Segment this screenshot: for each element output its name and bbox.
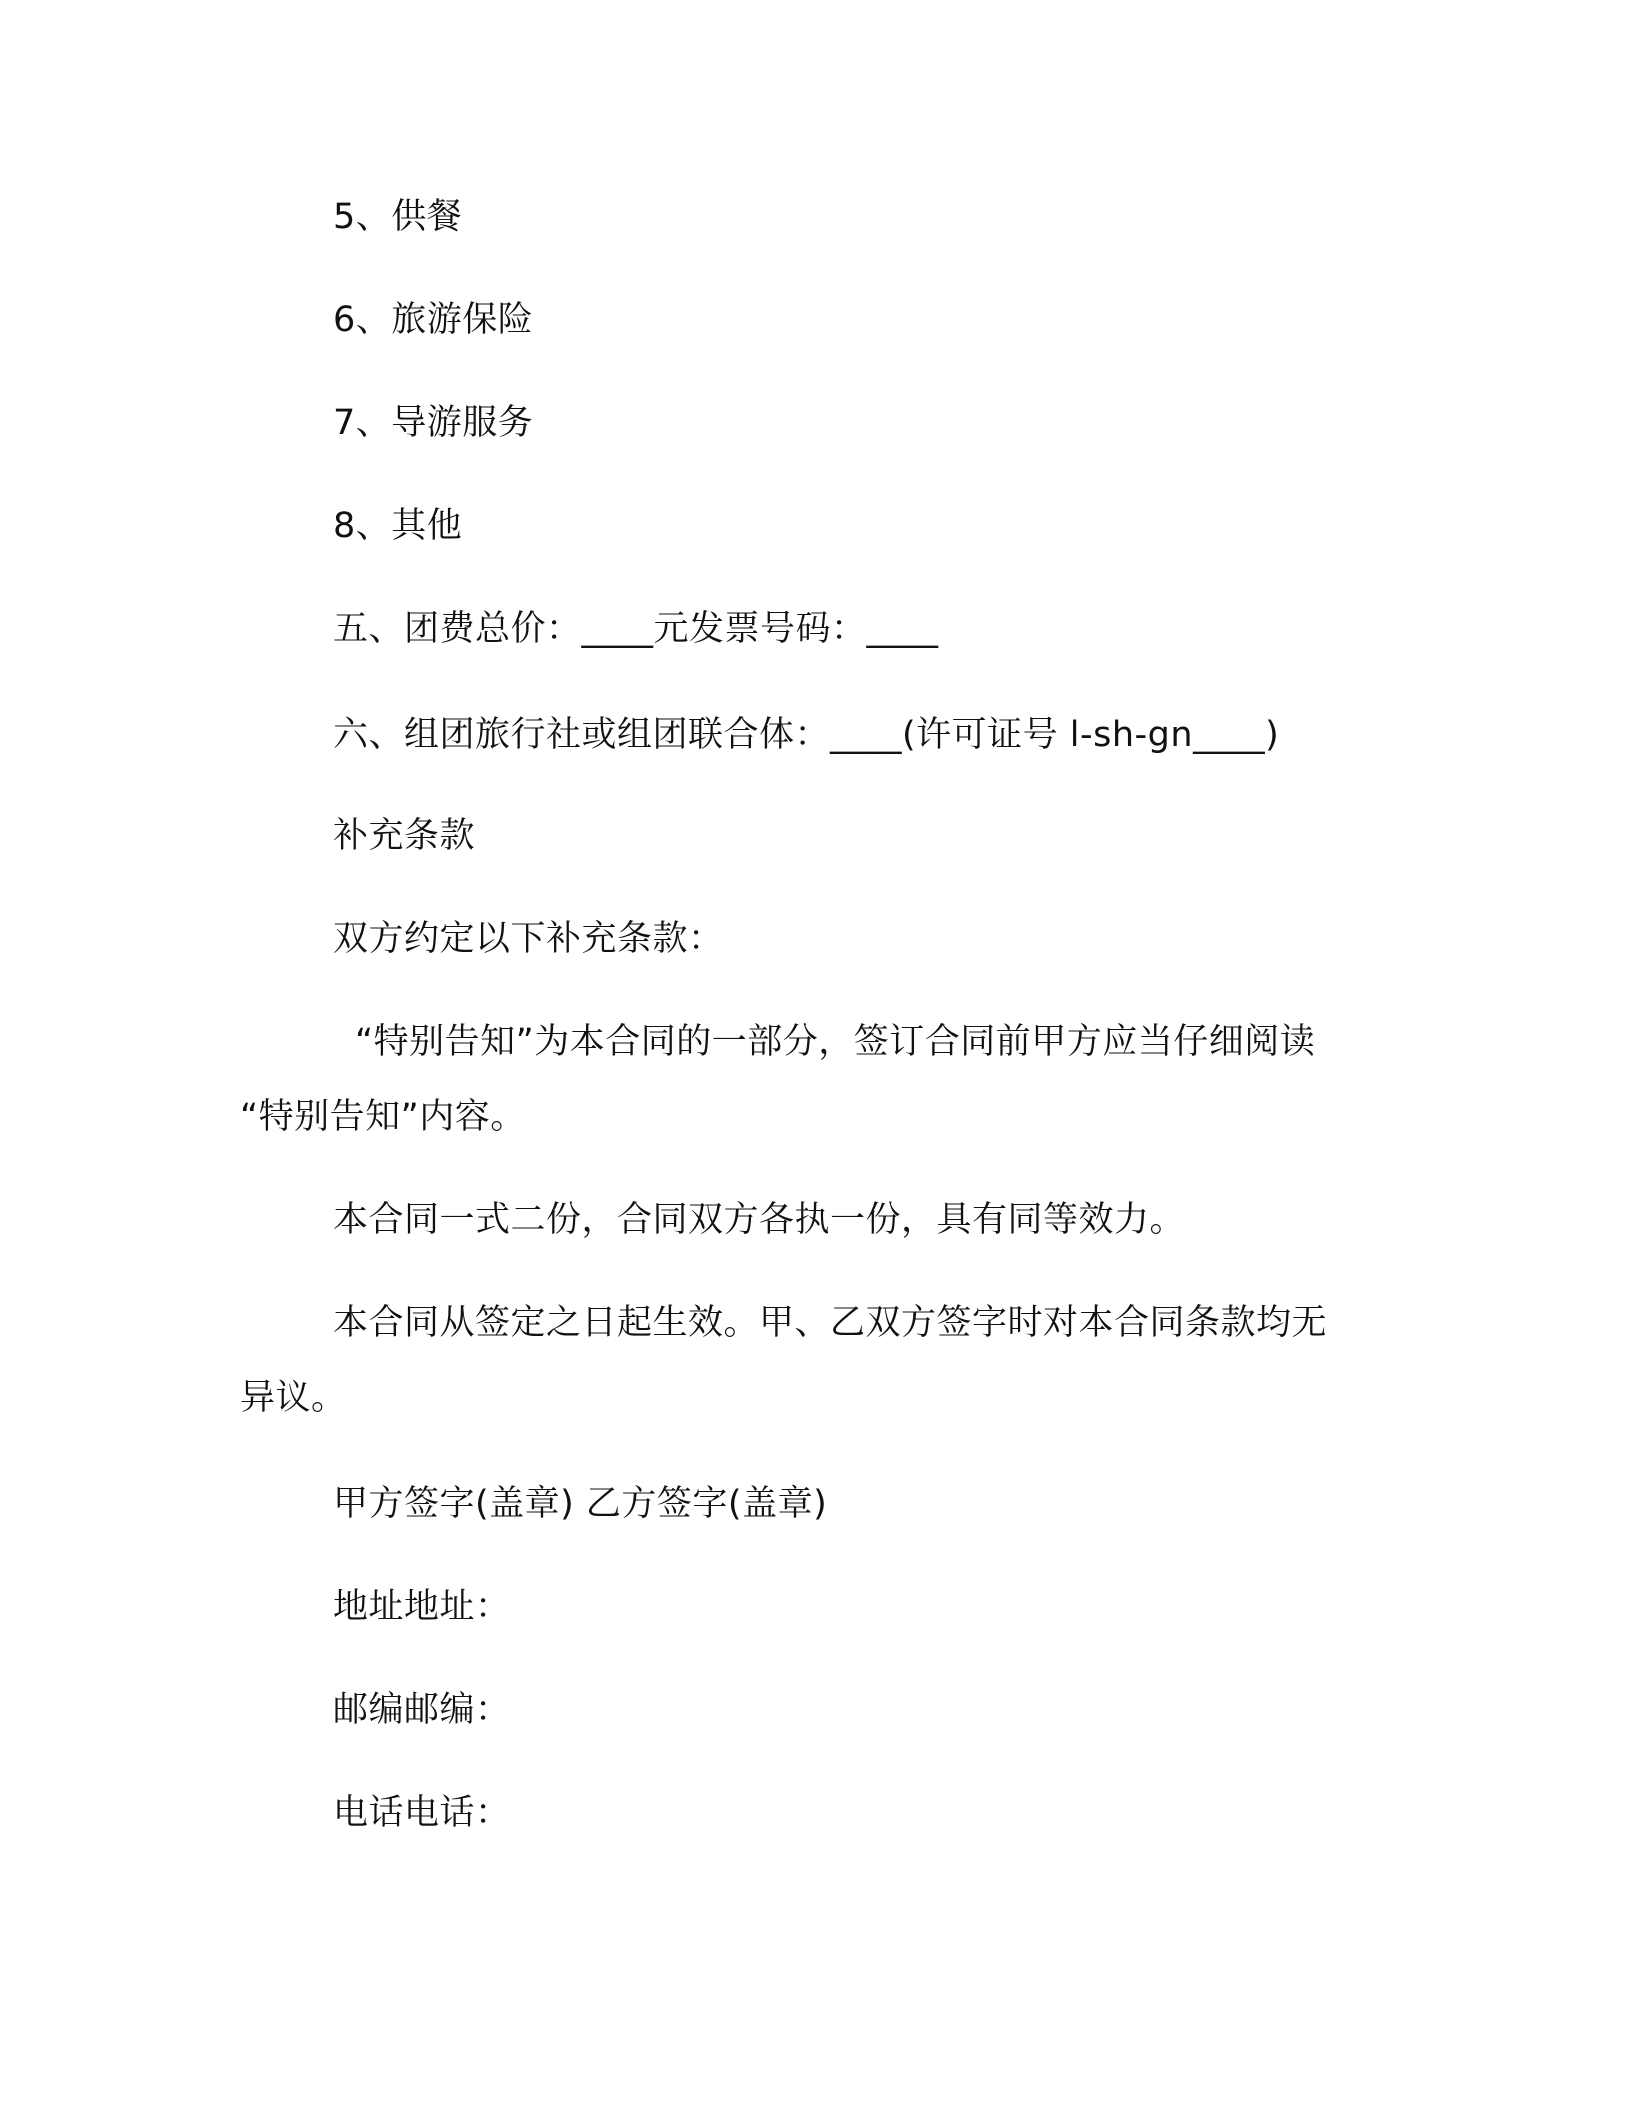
supplementary-intro: 双方约定以下补充条款： [333,919,724,959]
effective-paragraph-line2: 异议。 [240,1378,347,1418]
special-notice-paragraph-line2: “特别告知”内容。 [240,1097,526,1137]
item-guide-service: 7、导游服务 [333,403,534,443]
copies-paragraph: 本合同一式二份，合同双方各执一份，具有同等效力。 [333,1200,1186,1240]
postcode-line: 邮编邮编： [333,1690,511,1730]
item-insurance: 6、旅游保险 [333,300,534,340]
special-notice-paragraph-line1: “特别告知”为本合同的一部分，签订合同前甲方应当仔细阅读 [355,1022,1316,1062]
signature-line: 甲方签字(盖章) 乙方签字(盖章) [333,1484,828,1524]
item-meals: 5、供餐 [333,197,463,237]
organizer-line: 六、组团旅行社或组团联合体：____(许可证号 l-sh-gn____) [333,715,1280,755]
item-other: 8、其他 [333,506,463,546]
supplementary-heading: 补充条款 [333,816,476,856]
address-line: 地址地址： [333,1587,511,1627]
total-price-line: 五、团费总价：____元发票号码：____ [333,609,939,649]
effective-paragraph-line1: 本合同从签定之日起生效。甲、乙双方签字时对本合同条款均无 [333,1303,1328,1343]
phone-line: 电话电话： [333,1793,511,1833]
